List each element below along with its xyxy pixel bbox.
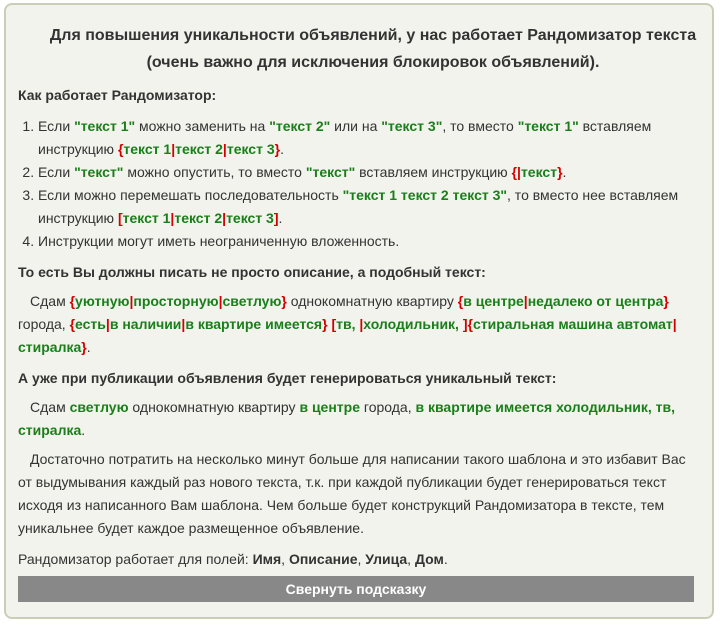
- rule-item: 4. Инструкции могут иметь неограниченную вложенность.: [38, 230, 700, 253]
- how-it-works-title: Как работает Рандомизатор:: [18, 87, 217, 103]
- panel-heading: [44, 22, 702, 76]
- rule-item: 1. Если "текст 1" можно заменить на "текст 2" или на "текст 3", то вместо "текст 1" вставляем инструкцию {текст 1|текст 2|текст 3}.: [38, 115, 700, 161]
- heading-line-2: (очень важно для исключения блокировок объявлений).: [146, 54, 600, 71]
- template-title: То есть Вы должны писать не просто описание, а подобный текст:: [18, 264, 486, 280]
- rule-item: 2. Если "текст" можно опустить, то вместо "текст" вставляем инструкцию {|текст}.: [38, 161, 700, 184]
- note-paragraph: Достаточно потратить на несколько минут больше для написании такого шаблона и это избавит Вас от выдумывания каждый раз нового текста, т.к. при каждой публикации будет генерироваться текст исходя из написанного Вам шаблона. Чем больше будет конструкций Рандомизатора в тексте, тем уникальнее будет каждое размещенное объявление.: [18, 451, 686, 536]
- result-example: Сдам светлую однокомнатную квартиру в центре города, в квартире имеется холодильник, тв, стиралка.: [18, 399, 676, 438]
- supported-fields: Рандомизатор работает для полей: Имя, Описание, Улица, Дом.: [18, 551, 448, 567]
- template-example: Сдам {уютную|просторную|светлую} однокомнатную квартиру {в центре|недалеко от центра} города, {есть|в наличии|в квартире имеется} [тв, |холодильник, ]{стиральная машина автомат|стиралка}.: [18, 293, 677, 355]
- collapse-hint-button[interactable]: Свернуть подсказку: [18, 576, 694, 602]
- hint-content: [6, 84, 712, 602]
- hint-panel: [4, 3, 714, 619]
- rule-item: 3. Если можно перемешать последовательность "текст 1 текст 2 текст 3", то вместо нее вставляем инструкцию [текст 1|текст 2|текст 3].: [38, 184, 700, 230]
- result-title: А уже при публикации объявления будет генерироваться уникальный текст:: [18, 370, 557, 386]
- rules-list: [18, 115, 700, 253]
- heading-line-1: Для повышения уникальности объявлений, у нас работает Рандомизатор текста: [49, 27, 697, 44]
